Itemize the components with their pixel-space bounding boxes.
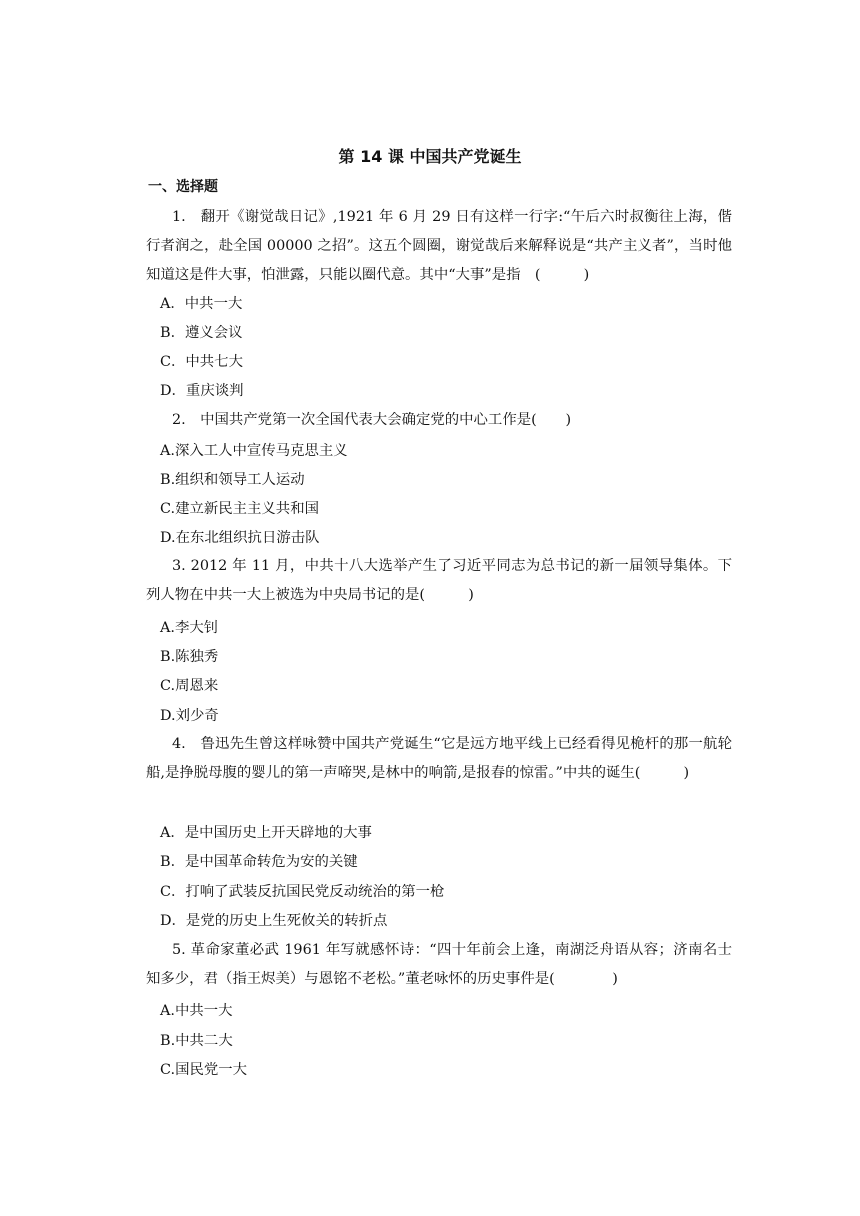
section-heading: 一、选择题 — [148, 179, 218, 195]
question-5: 5. 革命家董必武 1961 年写就感怀诗：“四十年前会上逢，南湖泛舟语从容；济南名士知多少，君（指王烬美）与恩铭不老松。”董老咏怀的历史事件是( ) — [146, 942, 732, 987]
question-2-option-c: C.建立新民主主义共和国 — [160, 501, 319, 517]
question-1-option-c: C．中共七大 — [160, 354, 243, 370]
question-2-option-b: B.组织和领导工人运动 — [160, 472, 305, 488]
question-2: 2. 中国共产党第一次全国代表大会确定党的中心工作是( ) — [172, 412, 572, 428]
question-5-option-c: C.国民党一大 — [160, 1062, 248, 1078]
question-3-option-a: A.李大钊 — [160, 620, 219, 636]
question-3: 3. 2012 年 11 月，中共十八大选举产生了习近平同志为总书记的新一届领导集体。下列人物在中共一大上被选为中央局书记的是( ) — [146, 558, 732, 603]
question-1-option-b: B．遵义会议 — [160, 325, 243, 341]
question-1-option-d: D．重庆谈判 — [160, 383, 244, 399]
question-2-option-d: D.在东北组织抗日游击队 — [160, 530, 320, 546]
question-3-option-d: D.刘少奇 — [160, 708, 219, 724]
question-4-option-d: D．是党的历史上生死攸关的转折点 — [160, 913, 388, 929]
question-3-option-c: C.周恩来 — [160, 678, 219, 694]
question-5-option-b: B.中共二大 — [160, 1033, 233, 1049]
question-1-option-a: A．中共一大 — [160, 296, 243, 312]
question-1: 1. 翻开《谢觉哉日记》,1921 年 6 月 29 日有这样一行字:“午后六时叔衡往上海，偕行者润之，赴全国 00000 之招”。这五个圆圈，谢觉哉后来解释说是“共产主义者”，当时他知道这是件大事，怕泄露，只能以圈代意。其中“大事”是指 ( ) — [146, 209, 732, 283]
question-4-option-b: B．是中国革命转危为安的关键 — [160, 854, 358, 870]
page-title: 第 14 课 中国共产党诞生 — [338, 147, 522, 166]
question-4: 4. 鲁迅先生曾这样咏赞中国共产党诞生“它是远方地平线上已经看得见桅杆的那一航轮船,是挣脱母腹的婴儿的第一声啼哭,是林中的响箭,是报春的惊雷。”中共的诞生( ) — [146, 736, 732, 781]
question-5-option-a: A.中共一大 — [160, 1003, 233, 1019]
question-2-option-a: A.深入工人中宣传马克思主义 — [160, 443, 348, 459]
question-3-option-b: B.陈独秀 — [160, 649, 219, 665]
question-4-option-a: A．是中国历史上开天辟地的大事 — [160, 825, 372, 841]
question-4-option-c: C．打响了武装反抗国民党反动统治的第一枪 — [160, 884, 445, 900]
